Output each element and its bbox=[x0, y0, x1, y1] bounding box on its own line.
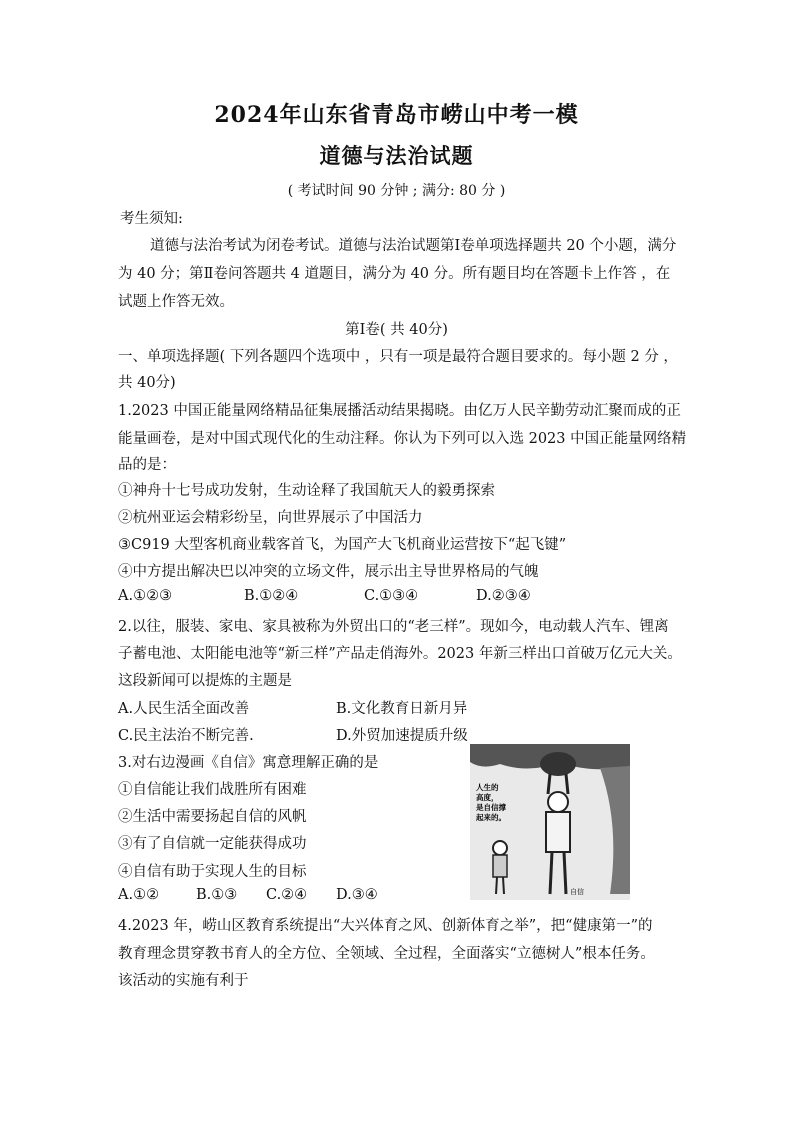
q3-item: ②生活中需要扬起自信的风帆 bbox=[118, 809, 307, 825]
cartoon-caption: 人生的 bbox=[476, 783, 499, 792]
exam-info: ( 考试时间 90 分钟 ; 满分: 80 分 ) bbox=[287, 183, 506, 199]
confidence-cartoon bbox=[470, 744, 630, 900]
notice-line: 为 40 分；第Ⅱ卷问答题共 4 道题目，满分为 40 分。所有题目均在答题卡上作答 ，在 bbox=[118, 266, 671, 282]
q2-option-d: D.外贸加速提质升级 bbox=[336, 728, 468, 744]
q4-stem: 4.2023 年，崂山区教育系统提出“大兴体育之风、创新体育之举”，把“健康第一”的 bbox=[118, 918, 653, 934]
part1-heading: 第Ⅰ卷( 共 40分) bbox=[345, 322, 448, 338]
q3-item: ④自信有助于实现人生的目标 bbox=[118, 864, 307, 880]
q2-option-c: C.民主法治不断完善. bbox=[118, 728, 254, 744]
exam-subtitle: 道德与法治试题 bbox=[319, 143, 474, 168]
exam-title: 2024年山东省青岛市崂山中考一模 bbox=[214, 102, 579, 128]
notice-line: 试题上作答无效。 bbox=[118, 294, 234, 310]
q1-stem: 1.2023 中国正能量网络精品征集展播活动结果揭晓。由亿万人民辛勤劳动汇聚而成的正 bbox=[118, 403, 681, 419]
q1-item: ②杭州亚运会精彩纷呈，向世界展示了中国活力 bbox=[118, 510, 423, 526]
cartoon-tall-person-body bbox=[546, 812, 570, 852]
q1-option-d: D.②③④ bbox=[476, 588, 531, 604]
q3-option-d: D.③④ bbox=[336, 887, 378, 903]
q3-stem: 3.对右边漫画《自信》寓意理解正确的是 bbox=[118, 755, 379, 771]
section-heading: 一、单项选择题( 下列各题四个选项中 ，只有一项是最符合题目要求的。每小题 2 分 ， bbox=[118, 349, 678, 365]
q2-stem: 这段新闻可以提炼的主题是 bbox=[118, 673, 292, 689]
notice-heading: 考生须知: bbox=[120, 211, 183, 227]
notice-line: 道德与法治考试为闭卷考试。道德与法治试题第Ⅰ卷单项选择题共 20 个小题，满分 bbox=[150, 238, 677, 254]
cartoon-small-person-head bbox=[493, 841, 507, 855]
q1-item: ③C919 大型客机商业载客首飞，为国产大飞机商业运营按下“起飞键” bbox=[118, 537, 567, 553]
q2-option-a: A.人民生活全面改善 bbox=[118, 701, 250, 717]
cartoon-caption: 高度， bbox=[476, 793, 499, 802]
q2-stem: 子蓄电池、太阳能电池等“新三样”产品走俏海外。2023 年新三样出口首破万亿元大关。 bbox=[118, 646, 682, 662]
q3-item: ①自信能让我们战胜所有困难 bbox=[118, 782, 307, 798]
cartoon-caption: 起来的。 bbox=[476, 813, 506, 822]
q1-item: ①神舟十七号成功发射，生动诠释了我国航天人的毅勇探索 bbox=[118, 483, 495, 499]
q1-option-c: C.①③④ bbox=[364, 588, 419, 604]
cartoon-tall-person-head bbox=[548, 792, 568, 812]
q1-option-b: B.①②④ bbox=[244, 588, 299, 604]
q4-stem: 该活动的实施有利于 bbox=[118, 973, 249, 989]
q2-option-b: B.文化教育日新月异 bbox=[336, 701, 468, 717]
q1-stem: 品的是： bbox=[118, 457, 176, 473]
q3-option-b: B.①③ bbox=[196, 887, 238, 903]
q3-option-a: A.①② bbox=[118, 887, 160, 903]
q1-option-a: A.①②③ bbox=[118, 588, 173, 604]
cartoon-stilt-right bbox=[564, 852, 566, 894]
cartoon-stilt-left bbox=[550, 852, 552, 894]
q3-option-c: C.②④ bbox=[266, 887, 308, 903]
q2-stem: 2.以往，服装、家电、家具被称为外贸出口的“老三样”。现如今，电动载人汽车、锂离 bbox=[118, 619, 669, 635]
q4-stem: 教育理念贯穿教书育人的全方位、全领域、全过程，全面落实“立德树人”根本任务。 bbox=[118, 946, 655, 962]
cartoon-small-person-body bbox=[493, 855, 507, 877]
cartoon-stilt-label: 自信 bbox=[570, 888, 584, 896]
cartoon-caption: 是自信撑 bbox=[476, 803, 506, 812]
q1-stem: 能量画卷，是对中国式现代化的生动注释。你认为下列可以入选 2023 中国正能量网络精 bbox=[118, 431, 687, 447]
cartoon-fruit bbox=[540, 752, 576, 776]
q3-item: ③有了自信就一定能获得成功 bbox=[118, 836, 307, 852]
section-heading: 共 40分) bbox=[118, 375, 176, 391]
q1-item: ④中方提出解决巴以冲突的立场文件，展示出主导世界格局的气魄 bbox=[118, 564, 539, 580]
